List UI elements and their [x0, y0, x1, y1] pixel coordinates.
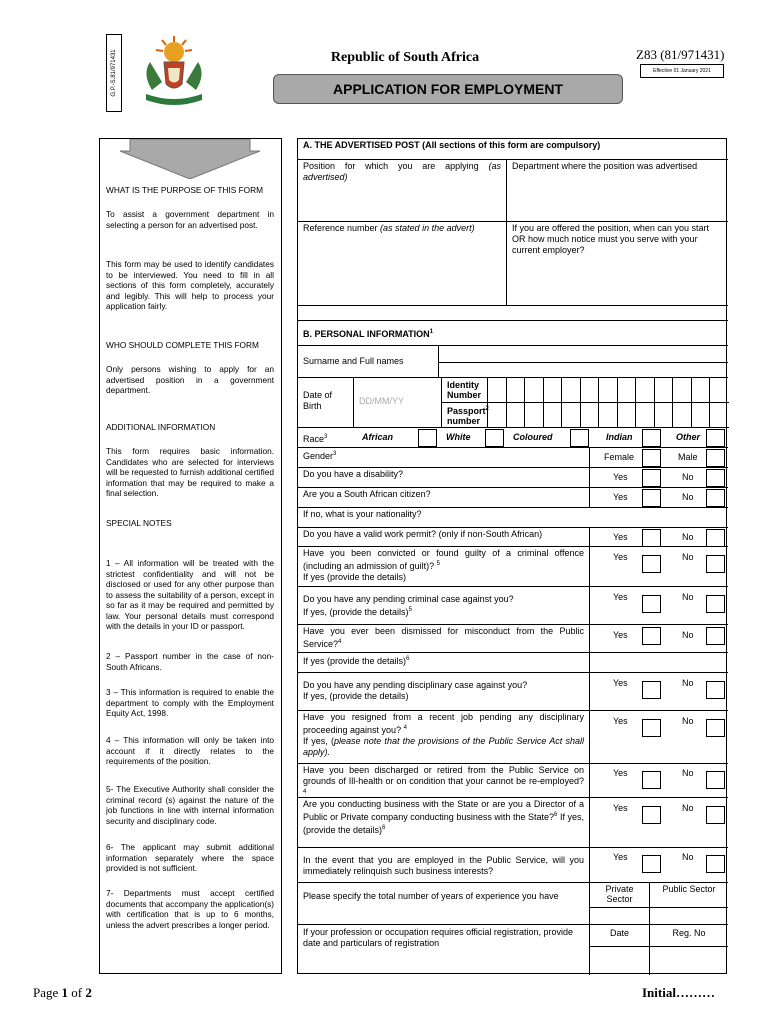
q-nationality-text: If no, what is your nationality? — [303, 509, 422, 519]
id-digit-cell[interactable] — [599, 378, 618, 403]
id-digit-cell[interactable] — [692, 378, 711, 403]
race-african-label: African — [362, 432, 394, 442]
id-digit-cell[interactable] — [710, 378, 729, 403]
public-sector-label: Public Sector — [650, 883, 728, 908]
work-permit-yes-label: Yes — [613, 532, 628, 542]
q-dismissed-footnote: 4 — [338, 639, 342, 645]
question-dismissed — [298, 625, 590, 653]
criminal-no-checkbox[interactable] — [706, 555, 725, 573]
disciplinary-yes-label: Yes — [613, 678, 628, 688]
disability-yes-checkbox[interactable] — [642, 469, 661, 487]
purpose-text: To assist a government department in selecting a person for an advertised post. — [106, 209, 274, 230]
race-indian-label: Indian — [606, 432, 633, 442]
who-heading: WHO SHOULD COMPLETE THIS FORM — [106, 340, 259, 350]
citizen-yes-label: Yes — [613, 492, 628, 502]
q-pending-criminal-footnote: 5 — [408, 607, 412, 613]
resigned-yes-label: Yes — [613, 716, 628, 726]
criminal-no-label: No — [682, 552, 694, 562]
additional-text: This form requires basic information. Candidates who are selected for interviews will be requested to furnish additional certified information that may be required to make a final selection. — [106, 446, 274, 498]
passport-digit-cell[interactable] — [581, 403, 600, 428]
business-yes-checkbox[interactable] — [642, 806, 661, 824]
passport-digit-cell[interactable] — [485, 403, 507, 428]
citizen-yes-checkbox[interactable] — [642, 489, 661, 507]
disability-yes-label: Yes — [613, 472, 628, 482]
private-sector-label: Private Sector — [590, 883, 650, 908]
form-title: APPLICATION FOR EMPLOYMENT — [273, 74, 623, 104]
q-citizen-text: Are you a South African citizen? — [303, 489, 431, 499]
race-label — [303, 432, 327, 445]
criminal-yes-label: Yes — [613, 552, 628, 562]
race-label-text: Race — [303, 434, 325, 444]
answer-dismissed-details[interactable] — [590, 653, 728, 673]
criminal-yes-checkbox[interactable] — [642, 555, 661, 573]
citizen-no-label: No — [682, 492, 694, 502]
application-form — [297, 138, 727, 974]
pending-criminal-no-label: No — [682, 592, 694, 602]
registration-date-label: Date — [590, 925, 650, 947]
form-number: Z83 (81/971431) — [636, 47, 725, 62]
id-digit-cell[interactable] — [636, 378, 655, 403]
question-criminal — [298, 547, 590, 587]
male-checkbox[interactable] — [706, 449, 725, 467]
work-permit-yes-checkbox[interactable] — [642, 529, 661, 547]
id-digit-cell[interactable] — [618, 378, 637, 403]
id-digit-cell[interactable] — [488, 378, 507, 403]
reference-label: Reference number — [303, 223, 381, 233]
dismissed-no-checkbox[interactable] — [706, 627, 725, 645]
section-b-title — [298, 320, 728, 346]
resigned-no-checkbox[interactable] — [706, 719, 725, 737]
question-disciplinary — [298, 673, 590, 711]
q-business-details-footnote: 6 — [382, 825, 386, 831]
id-digit-cell[interactable] — [673, 378, 692, 403]
effective-date: Effective 01 January 2021 — [640, 64, 724, 78]
race-other-checkbox[interactable] — [706, 429, 725, 447]
male-label: Male — [678, 452, 698, 462]
dismissed-no-label: No — [682, 630, 694, 640]
race-other-label: Other — [676, 432, 701, 442]
who-text: Only persons wishing to apply for an advertised position in a government department. — [106, 364, 274, 395]
experience-label: Please specify the total number of years of experience you have — [298, 883, 590, 925]
race-coloured-label: Coloured — [513, 432, 553, 442]
q-disciplinary-text: Do you have any pending disciplinary case against you? — [303, 680, 528, 690]
passport-digit-cell[interactable] — [599, 403, 618, 428]
question-work-permit — [298, 528, 590, 547]
gps-number: G.P.-S.81/971431 — [111, 49, 117, 97]
notice-period-field[interactable]: If you are offered the position, when can you start OR how much notice must you serve with your current employer? — [507, 222, 728, 306]
question-discharged — [298, 764, 590, 798]
q-criminal-text: Have you been convicted or found guilty of a criminal offence (including an admission of guilt)? — [303, 548, 584, 571]
additional-heading: ADDITIONAL INFORMATION — [106, 422, 216, 432]
full-names-input[interactable] — [439, 363, 728, 378]
question-resigned — [298, 711, 590, 764]
disability-no-checkbox[interactable] — [706, 469, 725, 487]
q-dismissed-text: Have you ever been dismissed for misconduct from the Public Service? — [303, 626, 584, 649]
registration-date-input[interactable] — [590, 947, 650, 975]
q-resigned-details-a: If yes, ( — [303, 736, 334, 746]
registration-number-label: Reg. No — [650, 925, 728, 947]
gender-label — [298, 448, 590, 468]
page-prefix: Page — [33, 985, 62, 1000]
passport-digit-cell[interactable] — [544, 403, 563, 428]
id-digit-cell[interactable] — [525, 378, 544, 403]
passport-label — [442, 403, 488, 428]
registration-number-input[interactable] — [650, 947, 728, 975]
surname-input[interactable] — [439, 346, 728, 363]
resigned-no-label: No — [682, 716, 694, 726]
passport-digit-cell[interactable] — [507, 403, 526, 428]
reference-field[interactable] — [298, 222, 507, 306]
special-note-1: 1 – All information will be treated with the strictest confidentiality and will not be disclosed or used for any other purpose than to assess the suitability of a person, except in so far as it may be required and permitted by law. Your personal details must correspond with the details in your ID or passport. — [106, 558, 274, 631]
down-arrow-icon — [100, 139, 281, 179]
registration-label: If your profession or occupation requires official registration, provide date and particulars of registration — [298, 925, 590, 975]
purpose-heading: WHAT IS THE PURPOSE OF THIS FORM — [106, 185, 264, 195]
section-b-footnote: 1 — [429, 329, 434, 335]
question-nationality — [298, 508, 728, 528]
resigned-yes-checkbox[interactable] — [642, 719, 661, 737]
relinquish-yes-checkbox[interactable] — [642, 855, 661, 873]
coat-of-arms-logo — [132, 32, 216, 110]
question-dismissed-details — [298, 653, 590, 673]
q-work-permit-text: Do you have a valid work permit? (only if non-South African) — [303, 529, 543, 539]
special-note-7: 7- Departments must accept certified documents that accompany the application(s) with certification that is up to 6 months, unless the advert prescribes a longer period. — [106, 888, 274, 930]
q-business-footnote: 6 — [554, 812, 558, 818]
dismissed-yes-label: Yes — [613, 630, 628, 640]
passport-digit-cell[interactable] — [636, 403, 655, 428]
pending-criminal-yes-label: Yes — [613, 592, 628, 602]
q-disciplinary-details: If yes, (provide the details) — [303, 691, 409, 701]
position-field[interactable] — [298, 160, 507, 222]
q-relinquish-text: In the event that you are employed in the Public Service, will you immediately relinquish such business interests? — [303, 855, 584, 876]
position-label: Position for which you are applying — [303, 161, 489, 171]
q-resigned-details-b: please note that the provisions of the Public Service Act shall apply). — [303, 736, 584, 757]
id-digit-cell[interactable] — [544, 378, 563, 403]
q-criminal-details: If yes (provide the details) — [303, 572, 407, 582]
q-criminal-footnote: 5 — [436, 561, 440, 567]
female-checkbox[interactable] — [642, 449, 661, 467]
work-permit-no-checkbox[interactable] — [706, 529, 725, 547]
disciplinary-yes-checkbox[interactable] — [642, 681, 661, 699]
gps-number-box — [106, 34, 122, 112]
discharged-yes-label: Yes — [613, 768, 628, 778]
special-notes-heading: SPECIAL NOTES — [106, 518, 172, 528]
business-yes-label: Yes — [613, 803, 628, 813]
passport-digit-cell[interactable] — [692, 403, 711, 428]
special-note-5: 5- The Executive Authority shall consider the criminal record (s) against the nature of the job functions in line with internal information security and disciplinary code. — [106, 784, 274, 826]
department-field[interactable]: Department where the position was advertised — [507, 160, 728, 222]
q-discharged-footnote: 4 — [303, 789, 307, 795]
q-resigned-text: Have you resigned from a recent job pending any disciplinary proceeding against you? — [303, 712, 584, 735]
race-coloured-checkbox[interactable] — [570, 429, 589, 447]
private-sector-input[interactable] — [590, 908, 650, 925]
gender-label-text: Gender — [303, 451, 334, 461]
id-number-label: Identity Number — [442, 378, 488, 403]
race-footnote: 3 — [324, 434, 328, 440]
disability-no-label: No — [682, 472, 694, 482]
reference-hint: (as stated in the advert) — [380, 223, 475, 233]
q-pending-criminal-text: Do you have any pending criminal case against you? — [303, 594, 514, 604]
discharged-no-label: No — [682, 768, 694, 778]
gender-footnote: 3 — [333, 451, 337, 457]
question-citizen — [298, 488, 590, 508]
initial-field[interactable]: Initial……… — [642, 985, 715, 1000]
work-permit-no-label: No — [682, 532, 694, 542]
dob-label: Date of Birth — [298, 378, 354, 428]
disciplinary-no-label: No — [682, 678, 694, 688]
disciplinary-no-checkbox[interactable] — [706, 681, 725, 699]
public-sector-input[interactable] — [650, 908, 728, 925]
relinquish-no-checkbox[interactable] — [706, 855, 725, 873]
race-indian-checkbox[interactable] — [642, 429, 661, 447]
special-note-4: 4 – This information will only be taken into account if it directly relates to the requirements of the position. — [106, 735, 274, 766]
passport-digit-cell[interactable] — [710, 403, 729, 428]
race-white-label: White — [446, 432, 471, 442]
purpose-text-2: This form may be used to identify candidates to be interviewed. You need to fill in all sections of this form completely, accurately and legibly. This will help to process your application fairly. — [106, 259, 274, 311]
special-note-6: 6- The applicant may submit additional information separately where the space provided is not sufficient. — [106, 842, 274, 873]
question-pending-criminal — [298, 587, 590, 625]
business-no-checkbox[interactable] — [706, 806, 725, 824]
q-discharged-text: Have you been discharged or retired from the Public Service on grounds of Ill-health or on condition that your cannot be re-employed? — [303, 765, 584, 786]
republic-heading: Republic of South Africa — [330, 50, 480, 65]
instructions-panel — [99, 138, 282, 974]
id-digit-cell[interactable] — [655, 378, 674, 403]
passport-number-text: number — [447, 416, 481, 426]
position-hint: (as advertised) — [303, 161, 501, 182]
q-business-text: Are you conducting business with the State or are you a Director of a Public or Private company conducting business with the State? — [303, 799, 584, 822]
page-number — [33, 985, 92, 1001]
business-no-label: No — [682, 803, 694, 813]
passport-digit-cell[interactable] — [673, 403, 692, 428]
pending-criminal-no-checkbox[interactable] — [706, 595, 725, 613]
discharged-no-checkbox[interactable] — [706, 771, 725, 789]
female-label: Female — [604, 452, 635, 462]
passport-footnote: 2 — [485, 406, 489, 412]
passport-digit-cell[interactable] — [525, 403, 544, 428]
q-disability-text: Do you have a disability? — [303, 469, 404, 479]
race-white-checkbox[interactable] — [485, 429, 504, 447]
dismissed-yes-checkbox[interactable] — [642, 627, 661, 645]
relinquish-yes-label: Yes — [613, 852, 628, 862]
relinquish-no-label: No — [682, 852, 694, 862]
discharged-yes-checkbox[interactable] — [642, 771, 661, 789]
section-a-title: A. THE ADVERTISED POST (All sections of this form are compulsory) — [298, 139, 728, 160]
citizen-no-checkbox[interactable] — [706, 489, 725, 507]
q-dismissed-details-footnote: 6 — [406, 656, 410, 662]
id-digit-cell[interactable] — [562, 378, 581, 403]
q-pending-criminal-details: If yes, (provide the details) — [303, 607, 409, 617]
special-note-2: 2 – Passport number in the case of non-South Africans. — [106, 651, 274, 672]
section-b-title-text: B. PERSONAL INFORMATION — [303, 329, 430, 339]
id-digit-cell[interactable] — [581, 378, 600, 403]
passport-digit-cell[interactable] — [562, 403, 581, 428]
surname-label: Surname and Full names — [298, 346, 439, 378]
q-business-details: If yes, (provide the details) — [303, 812, 584, 835]
page-total: 2 — [85, 985, 92, 1000]
dob-input[interactable]: DD/MM/YY — [354, 378, 442, 428]
passport-digit-cell[interactable] — [655, 403, 674, 428]
q-resigned-footnote: 4 — [403, 725, 407, 731]
question-business — [298, 798, 590, 848]
passport-label-text: Passport — [447, 406, 486, 416]
id-digit-cell[interactable] — [507, 378, 526, 403]
page-of: of — [68, 985, 86, 1000]
pending-criminal-yes-checkbox[interactable] — [642, 595, 661, 613]
special-note-3: 3 – This information is required to enable the department to comply with the Employment Equity Act, 1998. — [106, 687, 274, 718]
question-relinquish — [298, 848, 590, 883]
q-dismissed-details: If yes (provide the details) — [303, 656, 407, 666]
passport-digit-cell[interactable] — [618, 403, 637, 428]
race-african-checkbox[interactable] — [418, 429, 437, 447]
question-disability — [298, 468, 590, 488]
page-current: 1 — [61, 985, 69, 1000]
